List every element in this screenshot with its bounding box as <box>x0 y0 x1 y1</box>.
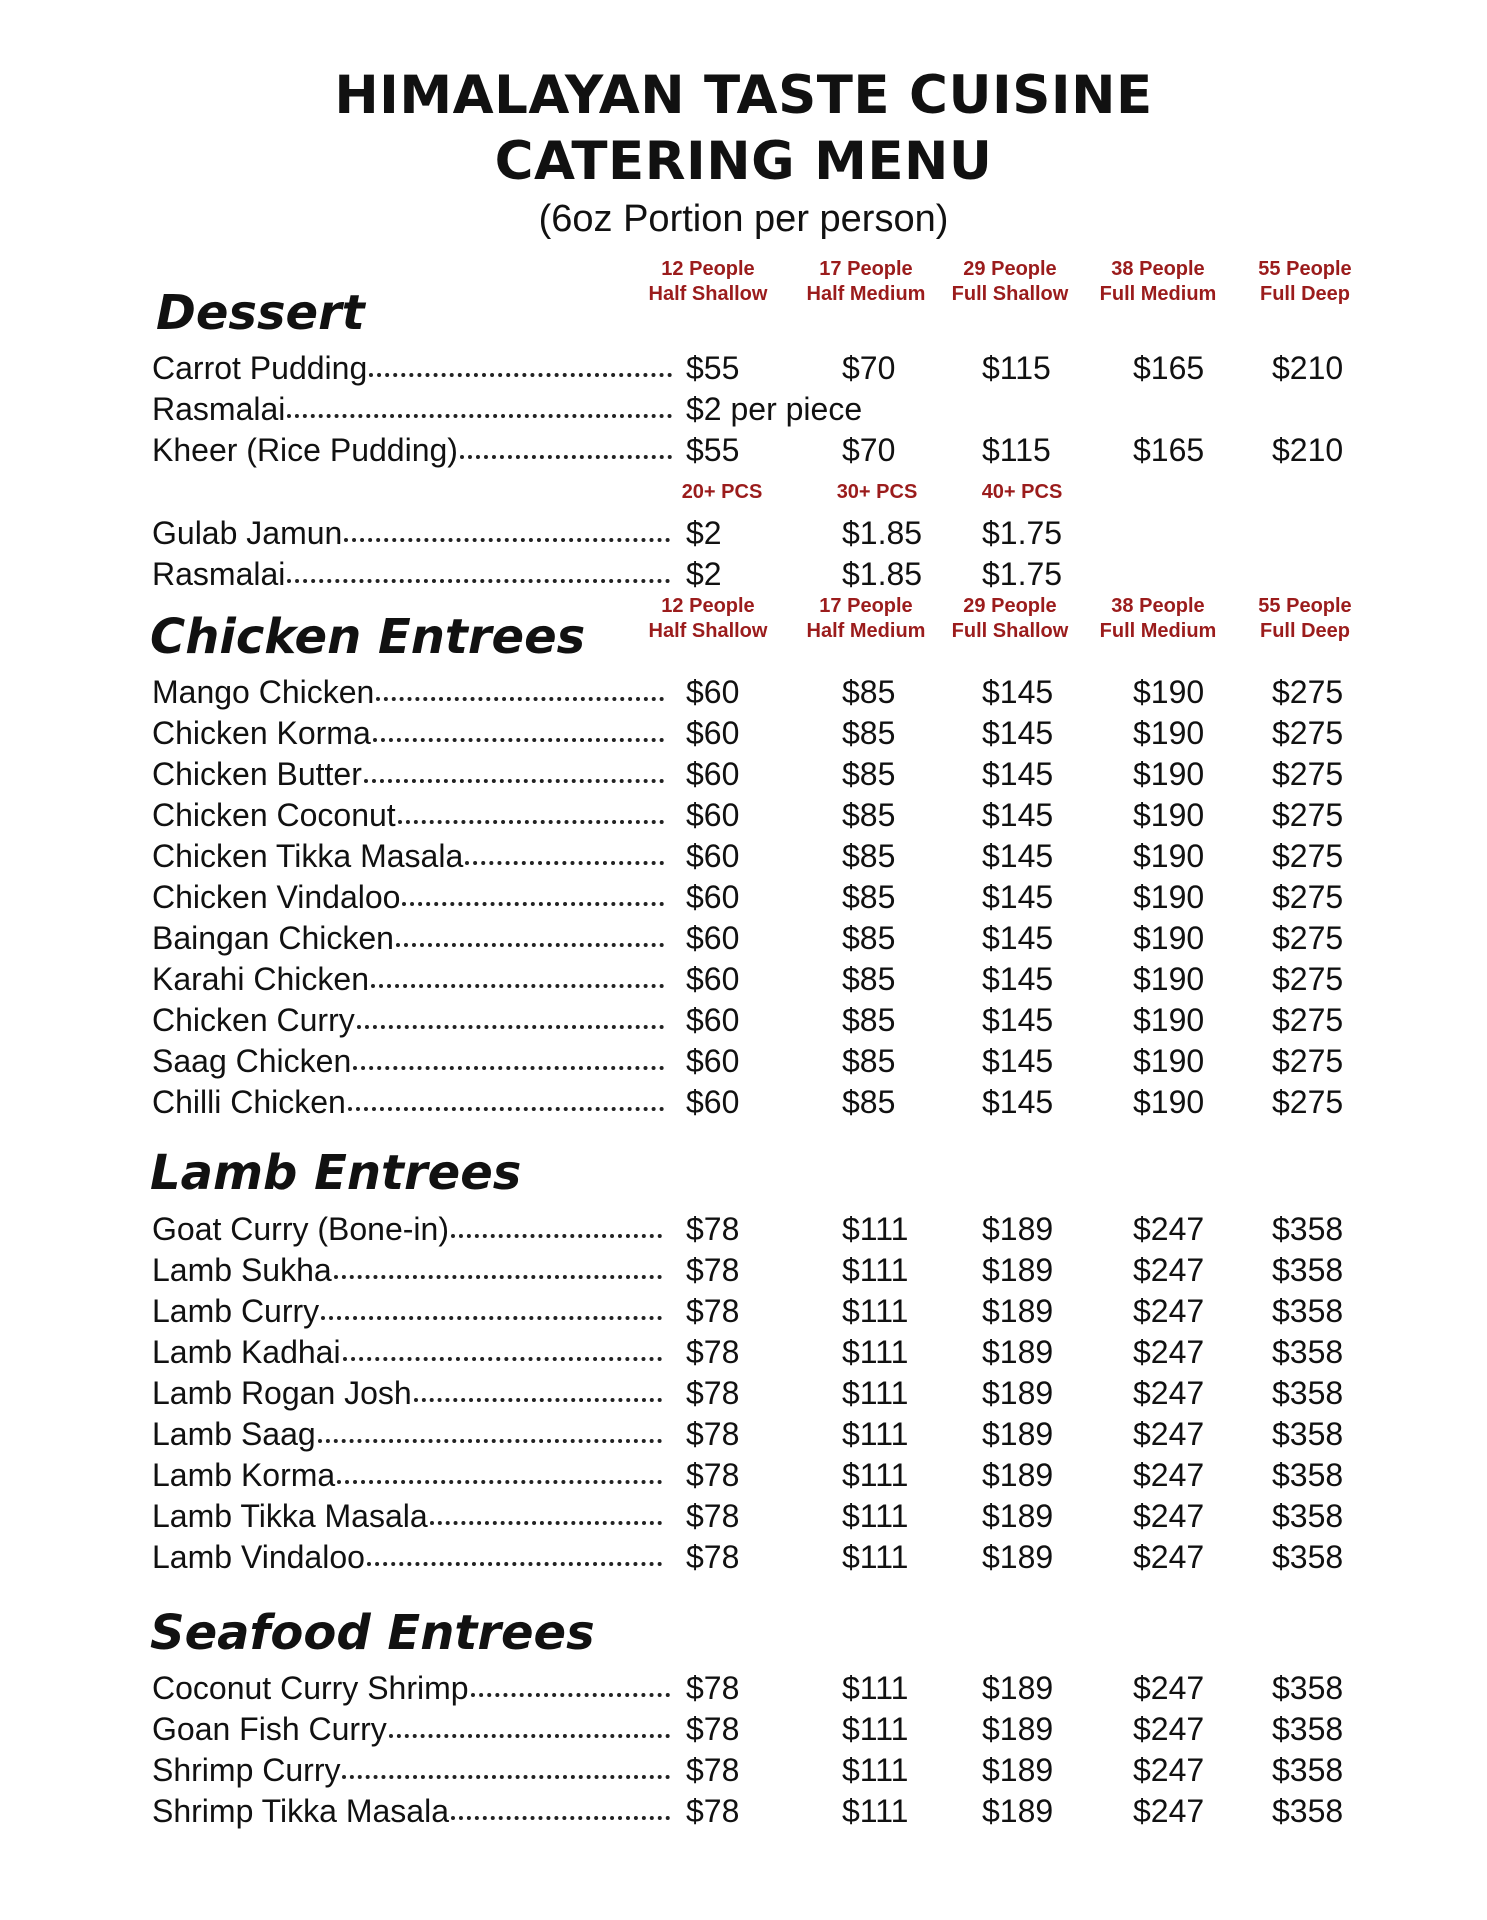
menu-item-price: $111 <box>842 1670 909 1706</box>
menu-item-price: $358 <box>1272 1375 1344 1411</box>
menu-item-price: $85 <box>842 879 896 915</box>
menu-item-price: $358 <box>1272 1334 1344 1370</box>
menu-item-name-text: Rasmalai <box>152 556 286 592</box>
dot-leader <box>287 576 670 583</box>
menu-item-name-text: Lamb Tikka Masala <box>152 1498 428 1534</box>
menu-item-price: $189 <box>982 1211 1054 1247</box>
menu-item-price: $111 <box>842 1252 909 1288</box>
menu-item-price: $275 <box>1272 756 1344 792</box>
menu-item-price: $145 <box>982 920 1054 956</box>
menu-item-price: $2 <box>686 556 722 592</box>
menu-item-row <box>0 754 1487 795</box>
menu-item-name-text: Goan Fish Curry <box>152 1711 387 1747</box>
menu-item-name-text: Lamb Rogan Josh <box>152 1375 412 1411</box>
menu-item-price: $358 <box>1272 1711 1344 1747</box>
menu-item-price: $190 <box>1133 715 1205 751</box>
menu-item-row <box>0 1209 1487 1250</box>
menu-item-name <box>152 1000 664 1041</box>
tray-type-label: Full Medium <box>1099 620 1217 642</box>
people-count-label: 55 People <box>1258 595 1352 617</box>
menu-item-price: $190 <box>1133 797 1205 833</box>
menu-item-price: $115 <box>982 432 1051 468</box>
menu-item-price: $111 <box>842 1416 909 1452</box>
dot-leader <box>430 1518 662 1525</box>
dot-leader <box>376 694 664 701</box>
menu-item-price: $190 <box>1133 961 1205 997</box>
menu-item-name <box>152 959 664 1000</box>
menu-item-name <box>152 1709 670 1750</box>
tray-type-label: Half Shallow <box>648 620 768 642</box>
dot-leader <box>389 1731 670 1738</box>
menu-item-name-text: Chicken Tikka Masala <box>152 838 464 874</box>
piece-count-column-header: 20+ PCS <box>681 481 763 503</box>
menu-item-price: $358 <box>1272 1793 1344 1829</box>
menu-item-name-text: Kheer (Rice Pudding) <box>152 432 458 468</box>
menu-item-price: $78 <box>686 1293 740 1329</box>
menu-item-price: $247 <box>1133 1457 1205 1493</box>
dot-leader <box>343 1354 662 1361</box>
menu-item-price: $358 <box>1272 1211 1344 1247</box>
dot-leader <box>451 1813 670 1820</box>
menu-item-price: $189 <box>982 1752 1054 1788</box>
menu-item-price: $60 <box>686 838 740 874</box>
menu-item-price: $247 <box>1133 1498 1205 1534</box>
menu-item-name-text: Chilli Chicken <box>152 1084 346 1120</box>
menu-item-price: $275 <box>1272 797 1344 833</box>
menu-item-price: $78 <box>686 1539 740 1575</box>
menu-item-price: $275 <box>1272 1043 1344 1079</box>
menu-item-price: $78 <box>686 1252 740 1288</box>
menu-item-name <box>152 1414 662 1455</box>
menu-item-row <box>0 1373 1487 1414</box>
dot-leader <box>396 940 664 947</box>
menu-item-price: $111 <box>842 1457 909 1493</box>
menu-item-price: $70 <box>842 350 896 386</box>
menu-item-price: $358 <box>1272 1416 1344 1452</box>
menu-item-name <box>152 1496 662 1537</box>
menu-item-price-note: $2 per piece <box>686 391 863 427</box>
section-title-lamb: Lamb Entrees <box>150 1145 522 1201</box>
menu-item-price: $189 <box>982 1416 1054 1452</box>
menu-item-row <box>0 430 1487 471</box>
menu-item-row <box>0 877 1487 918</box>
menu-item-price: $60 <box>686 1002 740 1038</box>
menu-item-row <box>0 348 1487 389</box>
menu-item-price: $85 <box>842 1043 896 1079</box>
menu-item-price: $189 <box>982 1539 1054 1575</box>
menu-item-price: $358 <box>1272 1498 1344 1534</box>
menu-item-price: $247 <box>1133 1539 1205 1575</box>
dot-leader <box>321 1313 662 1320</box>
menu-item-name-text: Chicken Butter <box>152 756 362 792</box>
menu-item-price: $358 <box>1272 1752 1344 1788</box>
menu-item-price: $111 <box>842 1334 909 1370</box>
menu-item-row <box>0 1791 1487 1832</box>
menu-item-row <box>0 836 1487 877</box>
dot-leader <box>414 1395 662 1402</box>
piece-count-column-header: 30+ PCS <box>836 481 918 503</box>
menu-item-price: $2 <box>686 515 722 551</box>
menu-item-name <box>152 1209 662 1250</box>
menu-item-price: $275 <box>1272 961 1344 997</box>
menu-item-price: $247 <box>1133 1293 1205 1329</box>
menu-item-price: $111 <box>842 1375 909 1411</box>
tray-type-label: Full Shallow <box>951 283 1069 305</box>
menu-item-row <box>0 1537 1487 1578</box>
dot-leader <box>337 1477 662 1484</box>
menu-item-row <box>0 1496 1487 1537</box>
menu-item-price: $358 <box>1272 1293 1344 1329</box>
menu-item-price: $111 <box>842 1498 909 1534</box>
menu-item-row <box>0 1750 1487 1791</box>
dot-leader <box>342 1772 670 1779</box>
menu-item-name <box>152 513 670 554</box>
menu-item-row <box>0 918 1487 959</box>
menu-item-price: $190 <box>1133 920 1205 956</box>
menu-item-price: $247 <box>1133 1711 1205 1747</box>
tray-type-label: Half Shallow <box>648 283 768 305</box>
menu-item-price: $190 <box>1133 1084 1205 1120</box>
menu-item-row <box>0 795 1487 836</box>
dot-leader <box>287 411 672 418</box>
people-count-label: 29 People <box>963 595 1057 617</box>
menu-item-price: $210 <box>1272 350 1344 386</box>
menu-item-price: $247 <box>1133 1375 1205 1411</box>
menu-item-name-text: Chicken Vindaloo <box>152 879 401 915</box>
menu-item-price: $78 <box>686 1375 740 1411</box>
menu-item-price: $55 <box>686 432 740 468</box>
menu-item-price: $111 <box>842 1539 909 1575</box>
menu-item-price: $145 <box>982 1043 1054 1079</box>
menu-item-price: $189 <box>982 1457 1054 1493</box>
menu-item-price: $145 <box>982 674 1054 710</box>
people-count-label: 38 People <box>1111 595 1205 617</box>
menu-item-price: $358 <box>1272 1670 1344 1706</box>
menu-item-price: $358 <box>1272 1539 1344 1575</box>
menu-item-row <box>0 1041 1487 1082</box>
menu-item-name-text: Karahi Chicken <box>152 961 369 997</box>
menu-item-name <box>152 1082 664 1123</box>
menu-item-name <box>152 1291 662 1332</box>
dot-leader <box>373 735 664 742</box>
menu-item-name <box>152 430 672 471</box>
menu-item-price: $275 <box>1272 920 1344 956</box>
dot-leader <box>318 1436 662 1443</box>
menu-item-price: $60 <box>686 920 740 956</box>
menu-item-price: $111 <box>842 1752 909 1788</box>
menu-item-price: $1.75 <box>982 515 1063 551</box>
menu-item-price: $111 <box>842 1211 909 1247</box>
menu-item-name-text: Lamb Sukha <box>152 1252 332 1288</box>
menu-item-name <box>152 795 664 836</box>
menu-item-price: $190 <box>1133 674 1205 710</box>
menu-item-price: $189 <box>982 1793 1054 1829</box>
menu-item-price: $145 <box>982 797 1054 833</box>
dot-leader <box>353 1063 664 1070</box>
menu-item-row <box>0 713 1487 754</box>
menu-item-price: $115 <box>982 350 1051 386</box>
menu-item-price: $85 <box>842 1002 896 1038</box>
menu-item-price: $247 <box>1133 1670 1205 1706</box>
menu-item-name <box>152 554 670 595</box>
menu-item-price: $60 <box>686 879 740 915</box>
menu-item-price: $275 <box>1272 715 1344 751</box>
menu-item-name <box>152 836 664 877</box>
dot-leader <box>402 899 664 906</box>
people-count-label: 17 People <box>819 595 913 617</box>
menu-item-name-text: Coconut Curry Shrimp <box>152 1670 469 1706</box>
menu-item-price: $358 <box>1272 1457 1344 1493</box>
menu-item-price: $189 <box>982 1670 1054 1706</box>
menu-item-name <box>152 389 672 430</box>
people-count-label: 12 People <box>661 595 755 617</box>
menu-item-price: $85 <box>842 756 896 792</box>
people-count-label: 29 People <box>963 258 1057 280</box>
menu-item-price: $190 <box>1133 879 1205 915</box>
tray-size-column-header <box>1083 594 1233 644</box>
menu-item-row <box>0 1414 1487 1455</box>
menu-item-price: $145 <box>982 879 1054 915</box>
menu-item-price: $275 <box>1272 674 1344 710</box>
menu-item-price: $247 <box>1133 1752 1205 1788</box>
menu-item-price: $145 <box>982 1002 1054 1038</box>
menu-item-name <box>152 1750 670 1791</box>
menu-item-price: $78 <box>686 1498 740 1534</box>
menu-item-row <box>0 1332 1487 1373</box>
tray-size-column-header <box>935 594 1085 644</box>
menu-item-name-text: Chicken Korma <box>152 715 371 751</box>
menu-item-price: $55 <box>686 350 740 386</box>
menu-item-name <box>152 877 664 918</box>
menu-item-price: $60 <box>686 1043 740 1079</box>
people-count-label: 17 People <box>819 258 913 280</box>
menu-item-price: $358 <box>1272 1252 1344 1288</box>
menu-item-price: $190 <box>1133 838 1205 874</box>
menu-item-name-text: Chicken Curry <box>152 1002 355 1038</box>
dot-leader <box>357 1022 664 1029</box>
menu-item-price: $275 <box>1272 1084 1344 1120</box>
menu-item-name-text: Shrimp Tikka Masala <box>152 1793 449 1829</box>
menu-item-price: $189 <box>982 1252 1054 1288</box>
menu-item-price: $78 <box>686 1711 740 1747</box>
dot-leader <box>371 981 664 988</box>
menu-item-price: $78 <box>686 1793 740 1829</box>
menu-item-price: $1.85 <box>842 515 923 551</box>
menu-item-price: $189 <box>982 1375 1054 1411</box>
menu-item-price: $247 <box>1133 1416 1205 1452</box>
tray-type-label: Half Medium <box>806 283 926 305</box>
menu-item-price: $189 <box>982 1334 1054 1370</box>
menu-item-name-text: Rasmalai <box>152 391 286 427</box>
menu-item-price: $275 <box>1272 838 1344 874</box>
menu-item-price: $60 <box>686 674 740 710</box>
section-title-chicken: Chicken Entrees <box>150 609 586 665</box>
menu-item-row <box>0 554 1487 595</box>
tray-type-label: Full Medium <box>1099 283 1217 305</box>
menu-item-name <box>152 754 664 795</box>
tray-size-column-header <box>1083 257 1233 307</box>
menu-item-name-text: Lamb Curry <box>152 1293 320 1329</box>
menu-item-price: $145 <box>982 756 1054 792</box>
menu-item-name-text: Chicken Coconut <box>152 797 396 833</box>
menu-item-price: $85 <box>842 838 896 874</box>
menu-item-name <box>152 1332 662 1373</box>
menu-item-price: $70 <box>842 432 896 468</box>
menu-item-price: $60 <box>686 715 740 751</box>
menu-item-price: $78 <box>686 1334 740 1370</box>
section-title-dessert: Dessert <box>156 285 365 341</box>
menu-item-price: $85 <box>842 797 896 833</box>
menu-item-row <box>0 1668 1487 1709</box>
dot-leader <box>465 858 664 865</box>
menu-item-price: $145 <box>982 1084 1054 1120</box>
people-count-label: 38 People <box>1111 258 1205 280</box>
menu-item-price: $85 <box>842 674 896 710</box>
menu-item-price: $275 <box>1272 1002 1344 1038</box>
menu-item-price: $60 <box>686 797 740 833</box>
section-title-seafood: Seafood Entrees <box>150 1605 595 1661</box>
menu-item-price: $189 <box>982 1711 1054 1747</box>
piece-count-column-header: 40+ PCS <box>981 481 1063 503</box>
menu-item-name <box>152 918 664 959</box>
menu-item-name <box>152 348 672 389</box>
menu-item-row <box>0 1000 1487 1041</box>
menu-item-price: $145 <box>982 838 1054 874</box>
menu-item-price: $189 <box>982 1293 1054 1329</box>
menu-item-name-text: Saag Chicken <box>152 1043 352 1079</box>
tray-size-column-header <box>1230 257 1380 307</box>
menu-title-line-2: CATERING MENU <box>494 131 993 192</box>
menu-item-name <box>152 1537 662 1578</box>
menu-item-price: $247 <box>1133 1793 1205 1829</box>
menu-item-row <box>0 672 1487 713</box>
menu-item-price: $1.75 <box>982 556 1063 592</box>
dot-leader <box>364 776 664 783</box>
menu-item-name <box>152 1373 662 1414</box>
dot-leader <box>344 535 670 542</box>
menu-item-price: $78 <box>686 1211 740 1247</box>
menu-item-price: $247 <box>1133 1252 1205 1288</box>
menu-item-price: $189 <box>982 1498 1054 1534</box>
menu-item-price: $145 <box>982 961 1054 997</box>
menu-item-price: $60 <box>686 1084 740 1120</box>
menu-item-name <box>152 1668 670 1709</box>
menu-item-name-text: Carrot Pudding <box>152 350 368 386</box>
menu-item-price: $85 <box>842 715 896 751</box>
menu-item-price: $111 <box>842 1293 909 1329</box>
people-count-label: 12 People <box>661 258 755 280</box>
menu-item-price: $78 <box>686 1457 740 1493</box>
tray-size-column-header <box>935 257 1085 307</box>
menu-item-price: $111 <box>842 1711 909 1747</box>
menu-item-row <box>0 1082 1487 1123</box>
menu-item-name <box>152 713 664 754</box>
menu-item-row <box>0 1709 1487 1750</box>
menu-item-name-text: Shrimp Curry <box>152 1752 341 1788</box>
tray-size-column-header <box>633 594 783 644</box>
tray-type-label: Half Medium <box>806 620 926 642</box>
menu-item-price: $60 <box>686 756 740 792</box>
menu-item-price: $247 <box>1133 1211 1205 1247</box>
menu-item-price: $85 <box>842 961 896 997</box>
menu-item-name-text: Baingan Chicken <box>152 920 394 956</box>
dot-leader <box>367 1559 662 1566</box>
dot-leader <box>334 1272 662 1279</box>
dot-leader <box>460 452 672 459</box>
menu-item-price: $1.85 <box>842 556 923 592</box>
menu-item-name-text: Lamb Kadhai <box>152 1334 341 1370</box>
tray-type-label: Full Shallow <box>951 620 1069 642</box>
dot-leader <box>348 1104 664 1111</box>
dot-leader <box>398 817 664 824</box>
tray-type-label: Full Deep <box>1259 620 1350 642</box>
menu-item-name <box>152 1791 670 1832</box>
menu-item-name-text: Goat Curry (Bone-in) <box>152 1211 449 1247</box>
menu-item-name-text: Lamb Saag <box>152 1416 316 1452</box>
menu-item-row <box>0 1455 1487 1496</box>
menu-item-name <box>152 1250 662 1291</box>
menu-item-row <box>0 959 1487 1000</box>
menu-item-row <box>0 1291 1487 1332</box>
menu-item-price: $78 <box>686 1416 740 1452</box>
portion-subtitle: (6oz Portion per person) <box>538 198 949 240</box>
menu-item-price: $85 <box>842 920 896 956</box>
menu-item-price: $111 <box>842 1793 909 1829</box>
menu-item-price: $190 <box>1133 756 1205 792</box>
menu-item-name-text: Gulab Jamun <box>152 515 343 551</box>
menu-item-price: $78 <box>686 1752 740 1788</box>
menu-item-price: $247 <box>1133 1334 1205 1370</box>
dot-leader <box>471 1690 670 1697</box>
menu-item-price: $78 <box>686 1670 740 1706</box>
menu-item-price: $85 <box>842 1084 896 1120</box>
tray-size-column-header <box>1230 594 1380 644</box>
menu-item-name-text: Lamb Korma <box>152 1457 336 1493</box>
menu-item-price: $275 <box>1272 879 1344 915</box>
tray-size-column-header <box>791 594 941 644</box>
dot-leader <box>451 1231 662 1238</box>
menu-item-price: $190 <box>1133 1002 1205 1038</box>
menu-item-price: $165 <box>1133 432 1205 468</box>
tray-size-column-header <box>633 257 783 307</box>
tray-type-label: Full Deep <box>1259 283 1350 305</box>
menu-item-name-text: Lamb Vindaloo <box>152 1539 365 1575</box>
menu-item-name <box>152 672 664 713</box>
menu-item-row <box>0 1250 1487 1291</box>
dot-leader <box>369 370 672 377</box>
menu-item-name <box>152 1041 664 1082</box>
menu-item-name-text: Mango Chicken <box>152 674 375 710</box>
menu-item-price: $145 <box>982 715 1054 751</box>
menu-item-name <box>152 1455 662 1496</box>
menu-item-row <box>0 513 1487 554</box>
menu-item-price: $165 <box>1133 350 1205 386</box>
menu-item-price: $190 <box>1133 1043 1205 1079</box>
people-count-label: 55 People <box>1258 258 1352 280</box>
tray-size-column-header <box>791 257 941 307</box>
menu-item-price: $60 <box>686 961 740 997</box>
menu-item-row <box>0 389 1487 430</box>
menu-title-line-1: HIMALAYAN TASTE CUISINE <box>334 65 1153 126</box>
menu-item-price: $210 <box>1272 432 1344 468</box>
